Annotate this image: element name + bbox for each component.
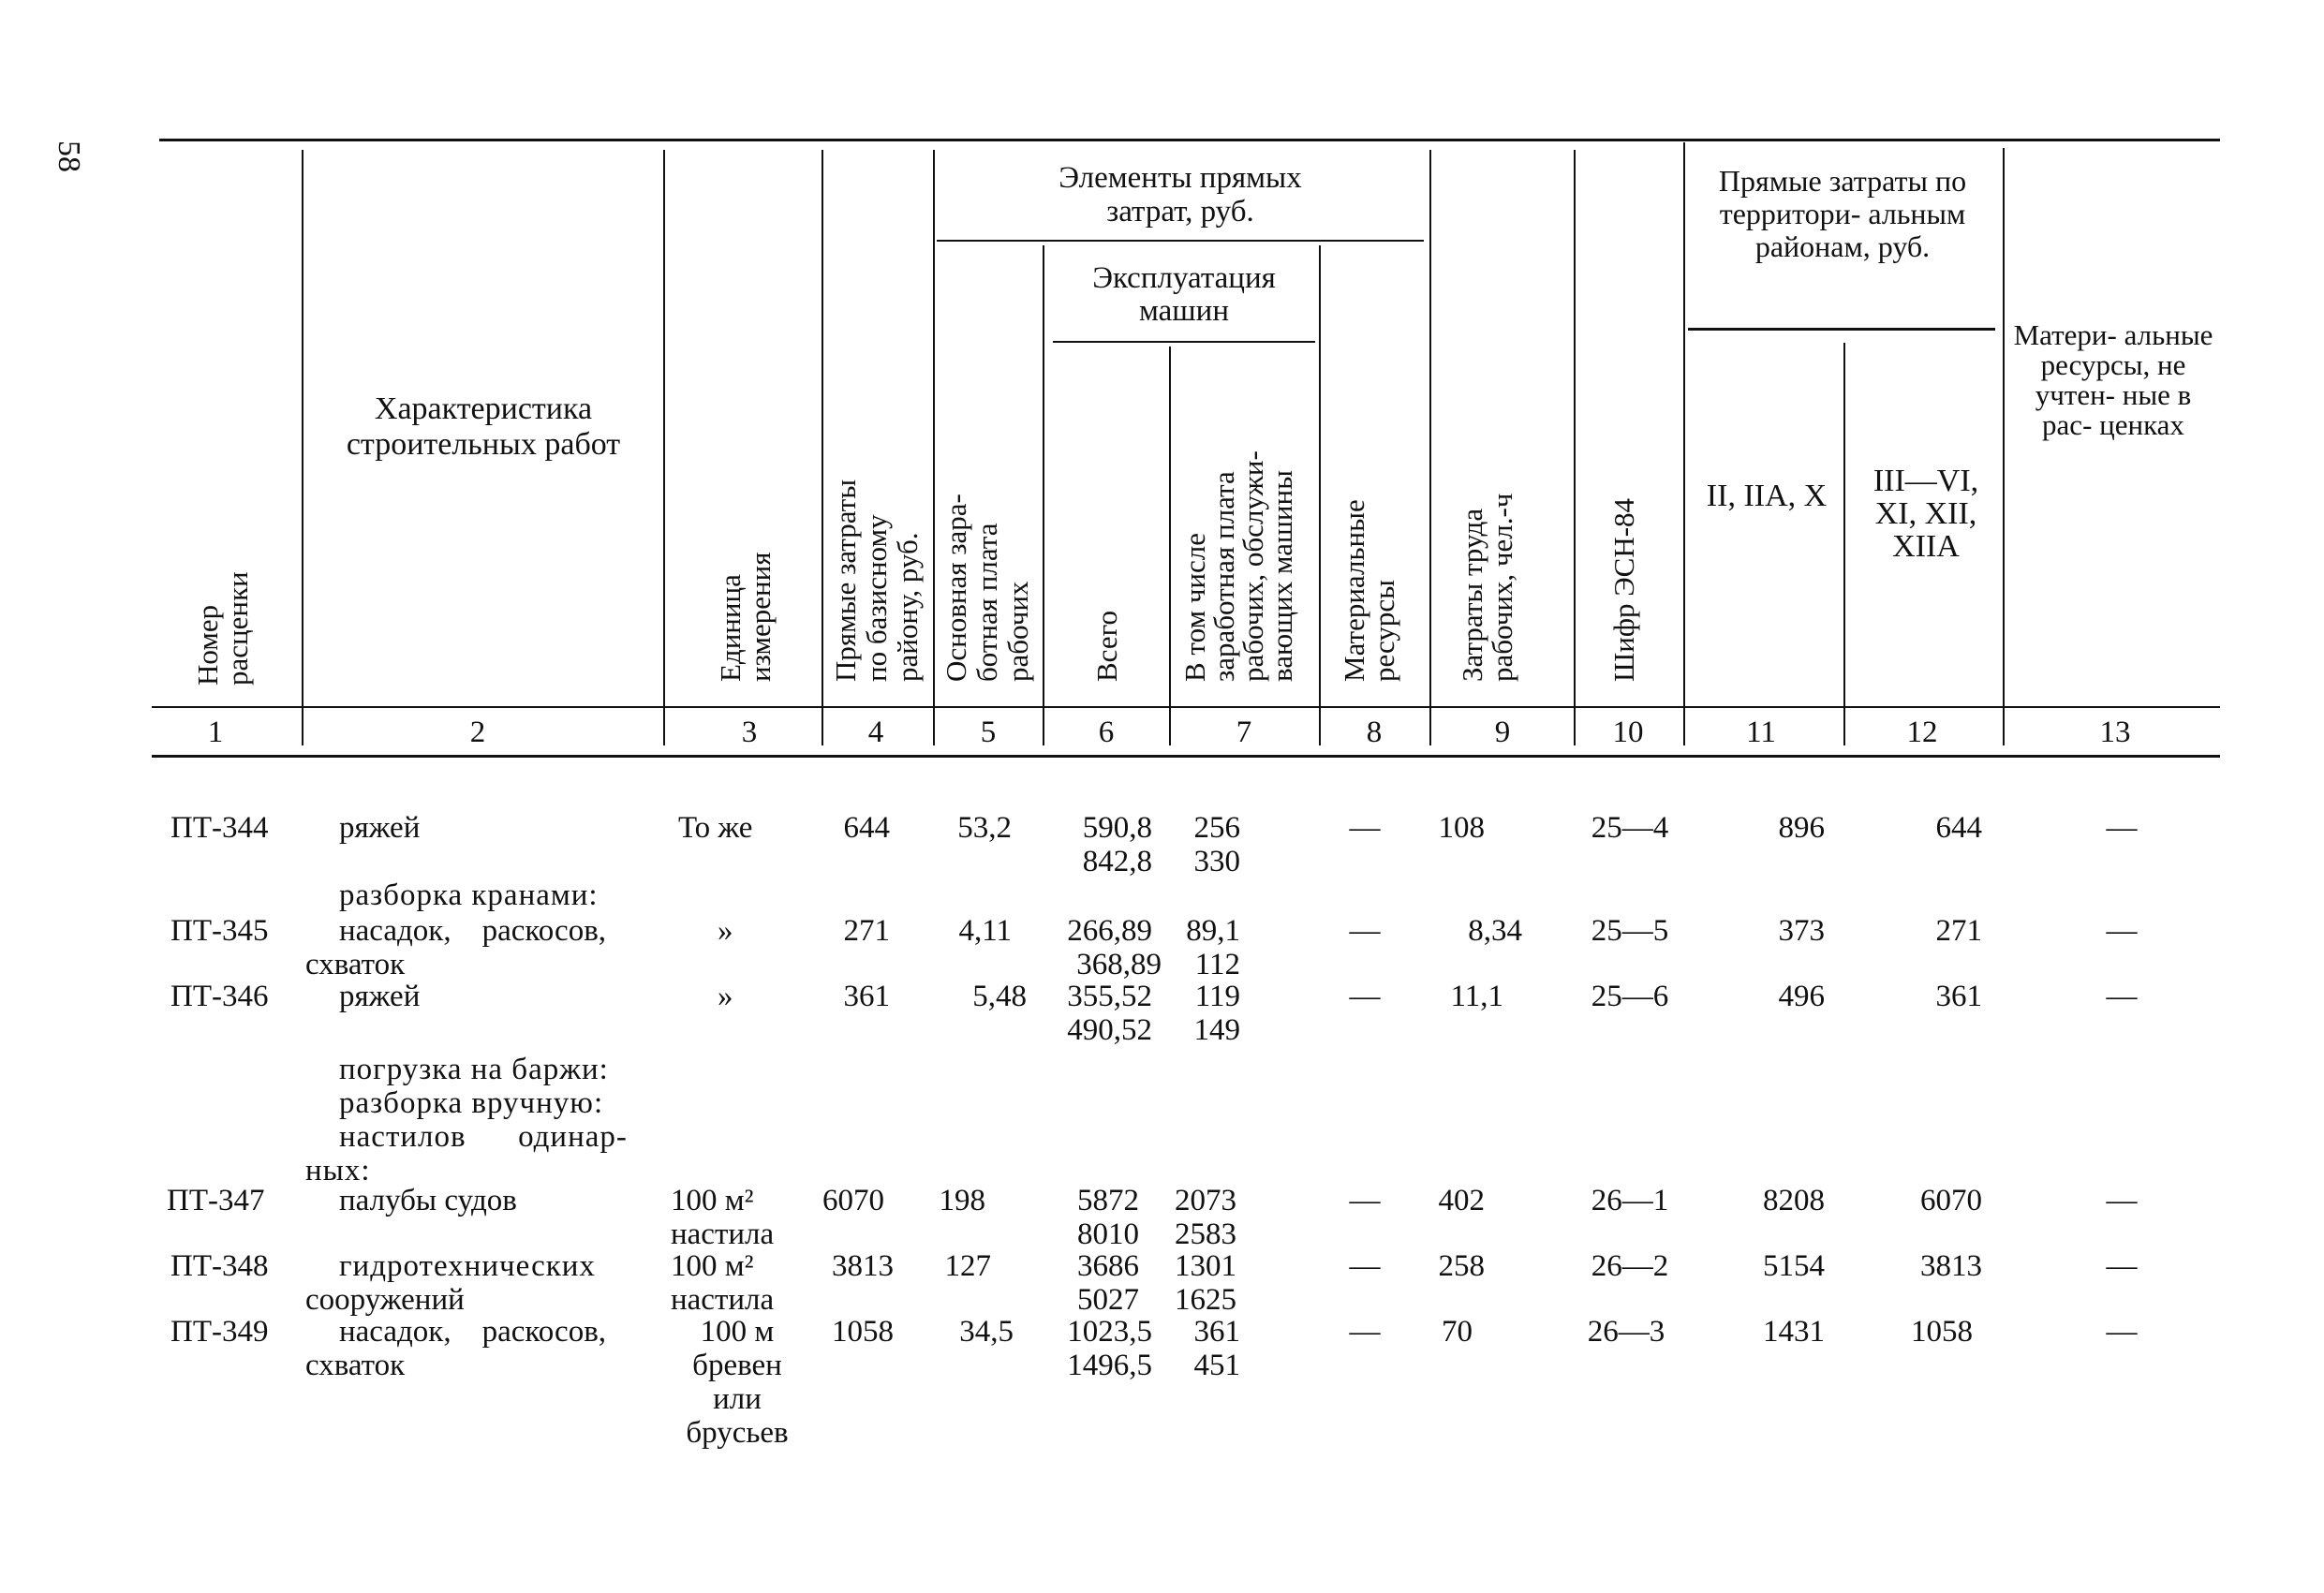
group-rule-elements <box>937 240 1424 242</box>
row-labor: 11,1 <box>1450 980 1503 1013</box>
row-wage: 34,5 <box>959 1315 1014 1349</box>
row-cipher: 26—2 <box>1591 1249 1669 1283</box>
row-mat: — <box>1349 1249 1381 1283</box>
page-number: 58 <box>52 140 86 172</box>
vrule <box>2003 148 2005 745</box>
row-mach-total: 368,89 <box>1076 948 1162 981</box>
row-t2: 6070 <box>1920 1184 1982 1217</box>
row-wage: 4,11 <box>958 914 1012 948</box>
row-code: ПТ-347 <box>167 1184 265 1217</box>
row-t1: 8208 <box>1763 1184 1825 1217</box>
vrule <box>933 150 935 745</box>
row-base: 3813 <box>832 1249 894 1283</box>
header-col8: Материальные ресурсы <box>1338 499 1400 682</box>
header-group-territorial: Прямые затраты по территори- альным районам, руб. <box>1718 164 1967 263</box>
row-cipher: 26—1 <box>1591 1184 1669 1217</box>
row-mach-wage: 89,1 <box>1186 914 1240 948</box>
row-extra: — <box>2106 811 2138 845</box>
header-col3: Единица измерения <box>714 552 777 682</box>
section-heading: разборка кранами: <box>339 878 599 912</box>
row-unit: брусьев <box>686 1416 789 1450</box>
header-col9: Затраты труда рабочих, чел.-ч <box>1456 493 1518 682</box>
row-extra: — <box>2106 1184 2138 1217</box>
row-base: 361 <box>843 980 890 1013</box>
header-bottom-rule <box>152 755 2220 758</box>
row-labor: 70 <box>1442 1315 1473 1349</box>
row-desc: схваток <box>305 1349 406 1382</box>
row-mach-wage: 1625 <box>1175 1283 1236 1317</box>
row-mach-wage: 256 <box>1193 811 1240 845</box>
row-mach-total: 8010 <box>1077 1217 1139 1251</box>
row-unit: 100 м <box>700 1315 775 1349</box>
colnum: 9 <box>1494 715 1511 749</box>
row-t1: 496 <box>1778 980 1825 1013</box>
colnum: 2 <box>469 715 486 749</box>
row-mach-wage: 112 <box>1194 948 1240 981</box>
row-t1: 896 <box>1778 811 1825 845</box>
row-mach-total: 1496,5 <box>1067 1349 1152 1382</box>
colnum: 3 <box>741 715 758 749</box>
row-code: ПТ-348 <box>170 1249 269 1283</box>
group-rule-territorial <box>1688 328 1995 331</box>
row-unit: 100 м² <box>671 1249 754 1283</box>
row-code: ПТ-345 <box>170 914 269 948</box>
row-mach-wage: 330 <box>1193 845 1240 878</box>
row-wage: 5,48 <box>972 980 1027 1013</box>
row-t2: 1058 <box>1911 1315 1973 1349</box>
vrule <box>1319 245 1321 745</box>
row-t2: 271 <box>1935 914 1982 948</box>
row-base: 1058 <box>832 1315 894 1349</box>
row-desc: палубы судов <box>339 1184 517 1217</box>
row-desc: сооружений <box>305 1283 465 1317</box>
row-desc: ряжей <box>339 980 421 1013</box>
row-unit: или <box>713 1382 762 1416</box>
row-labor: 108 <box>1438 811 1485 845</box>
row-labor: 8,34 <box>1468 914 1522 948</box>
colnum: 10 <box>1612 715 1644 749</box>
row-mach-total: 3686 <box>1077 1249 1139 1283</box>
colnum: 7 <box>1236 715 1252 749</box>
row-mach-wage: 2583 <box>1175 1217 1236 1251</box>
row-unit: бревен <box>692 1349 782 1382</box>
colnum: 1 <box>207 715 224 749</box>
row-mach-wage: 119 <box>1194 980 1240 1013</box>
colnum-rule <box>152 706 2220 708</box>
row-labor: 402 <box>1438 1184 1485 1217</box>
group-rule-machines <box>1053 341 1315 343</box>
row-desc: схваток <box>305 948 406 981</box>
section-heading: настилов одинар- <box>339 1120 628 1154</box>
row-code: ПТ-346 <box>170 980 269 1013</box>
colnum: 13 <box>2099 715 2131 749</box>
row-mach-total: 842,8 <box>1082 845 1152 878</box>
header-col7: В том числе заработная плата рабочих, обслужи- вающих машины <box>1178 450 1298 682</box>
header-col6: Всего <box>1090 610 1123 682</box>
row-extra: — <box>2106 1315 2138 1349</box>
row-mach-total: 355,52 <box>1067 980 1152 1013</box>
colnum: 5 <box>980 715 997 749</box>
row-unit: » <box>718 980 733 1013</box>
row-mach-wage: 2073 <box>1175 1184 1236 1217</box>
row-t1: 5154 <box>1763 1249 1825 1283</box>
colnum: 11 <box>1746 715 1776 749</box>
header-col10: Шифр ЭСН-84 <box>1607 497 1640 682</box>
row-mach-total: 490,52 <box>1067 1013 1152 1047</box>
header-group-machines: Эксплуатация машин <box>1092 261 1276 328</box>
row-wage: 53,2 <box>957 811 1012 845</box>
header-col4: Прямые затраты по базисному району, руб. <box>829 479 924 682</box>
vrule <box>1429 150 1431 745</box>
vrule <box>1683 142 1685 745</box>
row-base: 644 <box>843 811 890 845</box>
row-mach-wage: 1301 <box>1175 1249 1236 1283</box>
row-code: ПТ-349 <box>170 1315 269 1349</box>
row-unit: настила <box>671 1283 775 1317</box>
vrule <box>1169 347 1171 745</box>
vrule <box>663 150 665 745</box>
row-t2: 3813 <box>1920 1249 1982 1283</box>
section-heading: погрузка на баржи: <box>339 1053 609 1086</box>
colnum: 8 <box>1366 715 1383 749</box>
vrule <box>1843 343 1845 745</box>
row-mat: — <box>1349 1184 1381 1217</box>
header-col5: Основная зара- ботная плата рабочих <box>940 494 1034 682</box>
row-mach-total: 5027 <box>1077 1283 1139 1317</box>
colnum: 4 <box>867 715 884 749</box>
row-unit: » <box>718 914 733 948</box>
row-unit: настила <box>671 1217 775 1251</box>
row-t1: 373 <box>1778 914 1825 948</box>
row-unit: То же <box>678 811 753 845</box>
colnum: 12 <box>1906 715 1938 749</box>
vrule <box>1043 245 1044 745</box>
header-col12: III—VI, XI, XII, XIIA <box>1873 464 1979 564</box>
row-unit: 100 м² <box>671 1184 754 1217</box>
vrule <box>1574 150 1576 745</box>
row-desc: гидротехнических <box>339 1249 596 1283</box>
row-extra: — <box>2106 914 2138 948</box>
row-cipher: 26—3 <box>1587 1315 1665 1349</box>
header-col11: II, IIA, X <box>1706 479 1828 513</box>
table-top-rule <box>159 139 2220 141</box>
row-t2: 644 <box>1935 811 1982 845</box>
header-group-elements: Элементы прямых затрат, руб. <box>1058 161 1302 229</box>
row-cipher: 25—4 <box>1591 811 1669 845</box>
row-mat: — <box>1349 1315 1381 1349</box>
row-mat: — <box>1349 914 1381 948</box>
section-heading: разборка вручную: <box>339 1086 604 1120</box>
row-mach-wage: 361 <box>1193 1315 1240 1349</box>
row-mach-total: 266,89 <box>1067 914 1152 948</box>
row-base: 271 <box>843 914 890 948</box>
vrule <box>822 150 823 745</box>
row-t1: 1431 <box>1763 1315 1825 1349</box>
row-mach-total: 590,8 <box>1082 811 1152 845</box>
row-mach-wage: 451 <box>1193 1349 1240 1382</box>
row-extra: — <box>2106 1249 2138 1283</box>
row-wage: 198 <box>939 1184 985 1217</box>
row-wage: 127 <box>944 1249 991 1283</box>
colnum: 6 <box>1098 715 1115 749</box>
row-t2: 361 <box>1935 980 1982 1013</box>
row-code: ПТ-344 <box>170 811 269 845</box>
row-labor: 258 <box>1438 1249 1485 1283</box>
row-cipher: 25—6 <box>1591 980 1669 1013</box>
row-mach-wage: 149 <box>1193 1013 1240 1047</box>
row-extra: — <box>2106 980 2138 1013</box>
row-base: 6070 <box>822 1184 884 1217</box>
row-mat: — <box>1349 980 1381 1013</box>
row-mach-total: 5872 <box>1077 1184 1139 1217</box>
header-col13: Матери- альные ресурсы, не учтен- ные в рас- ценках <box>2013 318 2213 441</box>
header-col2: Характеристика строительных работ <box>346 391 621 462</box>
row-desc: насадок, раскосов, <box>339 914 607 948</box>
vrule <box>302 150 303 745</box>
row-desc: насадок, раскосов, <box>339 1315 607 1349</box>
row-mat: — <box>1349 811 1381 845</box>
section-heading: ных: <box>305 1154 371 1187</box>
row-desc: ряжей <box>339 811 421 845</box>
row-cipher: 25—5 <box>1591 914 1669 948</box>
row-mach-total: 1023,5 <box>1067 1315 1152 1349</box>
header-col1: Номер расценки <box>191 571 254 686</box>
